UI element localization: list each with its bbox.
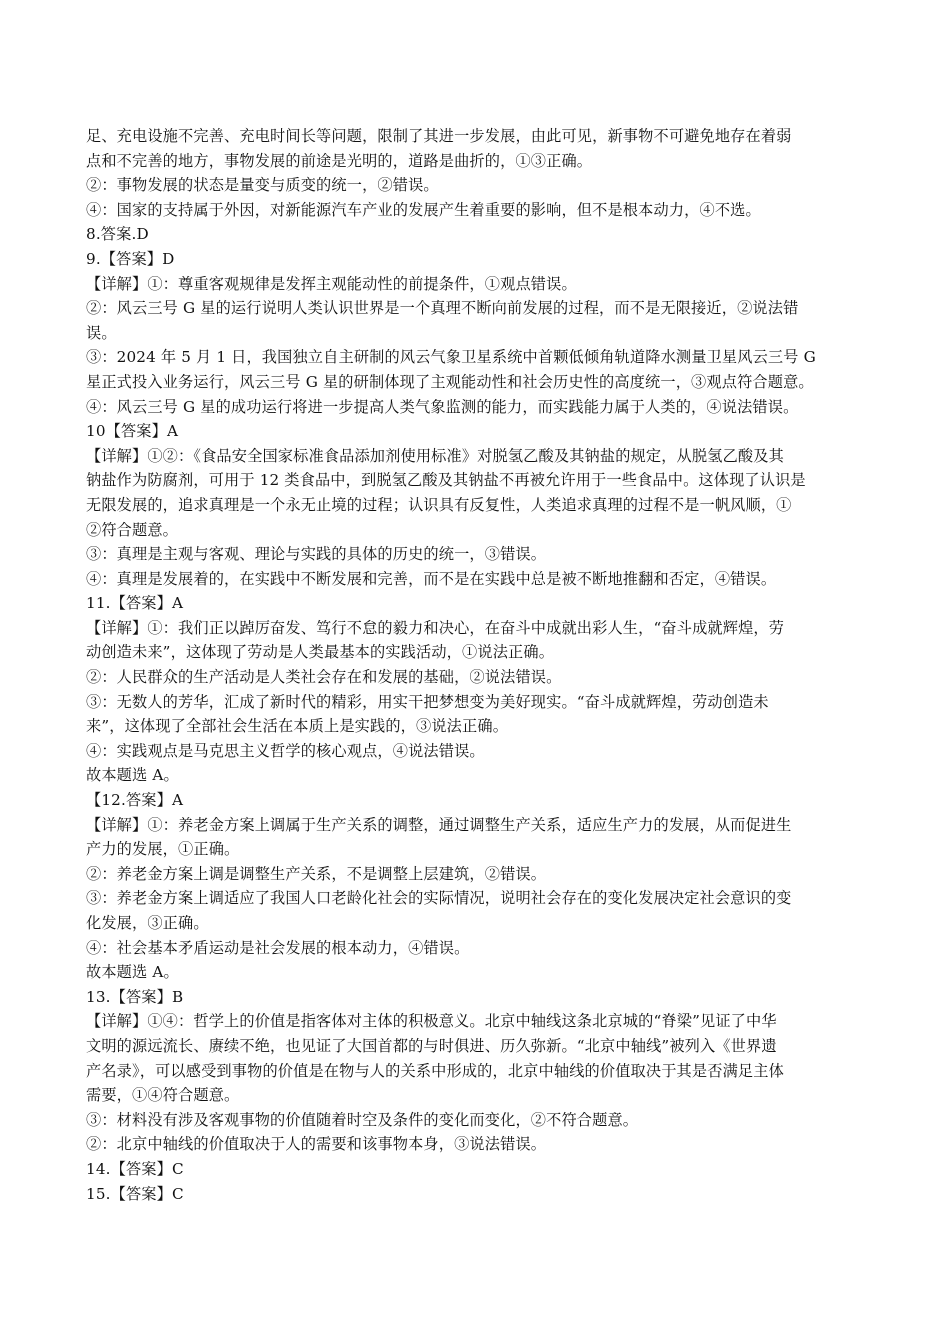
text-line: 产名录》，可以感受到事物的价值是在物与人的关系中形成的，北京中轴线的价值取决于其是否满足主体 [86, 1061, 784, 1080]
text-line: 产力的发展，①正确。 [86, 840, 240, 859]
text-line: ③：2024 年 5 月 1 日，我国独立自主研制的风云气象卫星系统中首颗低倾角轨道降水测量卫星风云三号 G [86, 348, 816, 367]
text-line: ②：事物发展的状态是量变与质变的统一，②错误。 [86, 176, 439, 195]
text-line: 钠盐作为防腐剂，可用于 12 类食品中，到脱氢乙酸及其钠盐不再被允许用于一些食品中。这体现了认识是 [86, 471, 806, 490]
answer-text-body [86, 124, 866, 1206]
text-line: ②：北京中轴线的价值取决于人的需要和该事物本身，③说法错误。 [86, 1135, 547, 1154]
text-line: 化发展，③正确。 [86, 914, 209, 932]
text-line: 【详解】①：尊重客观规律是发挥主观能动性的前提条件，①观点错误。 [86, 274, 577, 293]
text-line: 【详解】①②：《食品安全国家标准食品添加剂使用标准》对脱氢乙酸及其钠盐的规定，从脱氢乙酸及其 [86, 446, 784, 465]
text-line: 【12.答案】A [86, 791, 184, 810]
text-line: ④：社会基本矛盾运动是社会发展的根本动力，④错误。 [86, 938, 470, 957]
text-line: 需要，①④符合题意。 [86, 1086, 240, 1105]
text-line: ③：真理是主观与客观、理论与实践的具体的历史的统一，③错误。 [86, 545, 547, 564]
text-line: ③：材料没有涉及客观事物的价值随着时空及条件的变化而变化，②不符合题意。 [86, 1110, 639, 1129]
text-line: 14.【答案】C [86, 1159, 184, 1178]
text-line: 【详解】①：养老金方案上调属于生产关系的调整，通过调整生产关系，适应生产力的发展，从而促进生 [86, 815, 792, 834]
text-line: 动创造未来”，这体现了劳动是人类最基本的实践活动，①说法正确。 [86, 643, 555, 662]
text-line: 【详解】①④：哲学上的价值是指客体对主体的积极意义。北京中轴线这条北京城的“脊梁”见证了中华 [86, 1012, 777, 1031]
text-line: ④：实践观点是马克思主义哲学的核心观点，④说法错误。 [86, 741, 485, 760]
text-line: 故本题选 A。 [86, 766, 179, 785]
text-line: ②：养老金方案上调是调整生产关系，不是调整上层建筑，②错误。 [86, 864, 547, 883]
text-line: 故本题选 A。 [86, 963, 179, 982]
text-line: 8.答案.D [86, 225, 149, 244]
text-line: ②：人民群众的生产活动是人类社会存在和发展的基础，②说法错误。 [86, 668, 562, 687]
text-line: ④：国家的支持属于外因，对新能源汽车产业的发展产生着重要的影响，但不是根本动力，④不选。 [86, 200, 761, 219]
text-line: 点和不完善的地方，事物发展的前途是光明的，道路是曲折的，①③正确。 [86, 151, 593, 170]
text-line: 【详解】①：我们正以踔厉奋发、笃行不怠的毅力和决心，在奋斗中成就出彩人生，“奋斗成就辉煌，劳 [86, 618, 785, 637]
text-line: 无限发展的，追求真理是一个永无止境的过程；认识具有反复性，人类追求真理的过程不是一帆风顺，① [86, 495, 792, 514]
text-line: 15.【答案】C [86, 1184, 184, 1203]
text-line: 9.【答案】D [86, 249, 175, 268]
text-line: ③：养老金方案上调适应了我国人口老龄化社会的实际情况，说明社会存在的变化发展决定社会意识的变 [86, 889, 792, 908]
text-line: 11.【答案】A [86, 594, 184, 613]
text-line: ③：无数人的芳华，汇成了新时代的精彩，用实干把梦想变为美好现实。“奋斗成就辉煌，劳动创造未 [86, 692, 769, 711]
text-line: 误。 [86, 323, 117, 342]
text-line: ②符合题意。 [86, 520, 179, 539]
text-line: ②：风云三号 G 星的运行说明人类认识世界是一个真理不断向前发展的过程，而不是无限接近，②说法错 [86, 299, 799, 318]
text-line: 文明的源远流长、赓续不绝，也见证了大国首都的与时俱进、历久弥新。“北京中轴线”被列入《世界遗 [86, 1036, 777, 1055]
text-line: 星正式投入业务运行，风云三号 G 星的研制体现了主观能动性和社会历史性的高度统一，③观点符合题意。 [86, 372, 814, 391]
text-line: ④：风云三号 G 星的成功运行将进一步提高人类气象监测的能力，而实践能力属于人类的，④说法错误。 [86, 397, 799, 416]
text-line: 足、充电设施不完善、充电时间长等问题，限制了其进一步发展，由此可见，新事物不可避免地存在着弱 [86, 127, 792, 145]
text-line: ④：真理是发展着的，在实践中不断发展和完善，而不是在实践中总是被不断地推翻和否定，④错误。 [86, 569, 777, 588]
text-line: 13.【答案】B [86, 987, 184, 1006]
text-line: 10【答案】A [86, 422, 179, 441]
text-line: 来”，这体现了全部社会生活在本质上是实践的，③说法正确。 [86, 717, 509, 736]
